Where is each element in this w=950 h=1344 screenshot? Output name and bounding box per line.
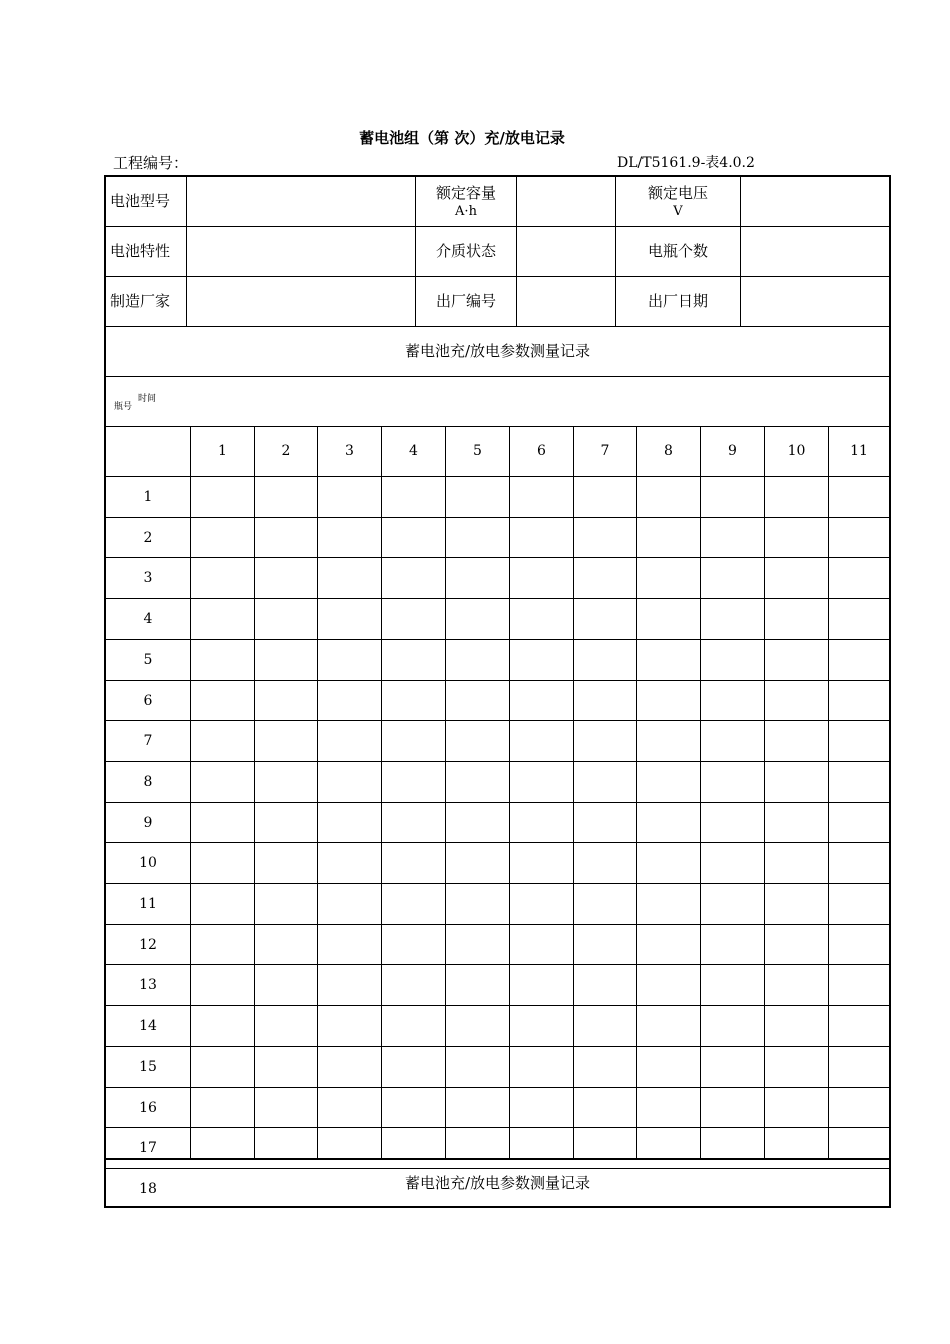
time-column-header: 8 [664, 443, 673, 460]
corner-time-label: 时间 [138, 394, 157, 404]
bottle-row-label: 6 [143, 692, 153, 709]
time-column-header: 1 [218, 443, 227, 460]
measurement-cell[interactable] [637, 1047, 700, 1087]
measurement-cell[interactable] [765, 965, 828, 1005]
measurement-cell[interactable] [446, 925, 509, 965]
measurement-cell[interactable] [637, 803, 700, 843]
measurement-cell[interactable] [255, 518, 317, 558]
measurement-cell[interactable] [765, 558, 828, 598]
measurement-cell[interactable] [765, 518, 828, 558]
measurement-cell[interactable] [446, 884, 509, 924]
measurement-cell[interactable] [191, 884, 254, 924]
measurement-cell[interactable] [255, 558, 317, 598]
measurement-cell[interactable] [765, 803, 828, 843]
measurement-cell[interactable] [701, 518, 764, 558]
measurement-cell[interactable] [637, 965, 700, 1005]
manufacture-date-label: 出厂日期 [647, 292, 708, 311]
measurement-cell[interactable] [637, 558, 700, 598]
measurement-cell[interactable] [701, 721, 764, 761]
time-column-header: 2 [281, 443, 291, 460]
measurement-cell[interactable] [510, 477, 573, 517]
measurement-cell[interactable] [446, 640, 509, 680]
measurement-cell[interactable] [765, 477, 828, 517]
measurement-cell[interactable] [510, 762, 573, 802]
measurement-cell[interactable] [382, 803, 445, 843]
measurement-cell[interactable] [765, 925, 828, 965]
measurement-cell[interactable] [637, 1006, 700, 1046]
measurement-cell[interactable] [318, 599, 381, 639]
measurement-cell[interactable] [382, 477, 445, 517]
measurement-cell[interactable] [637, 1088, 700, 1128]
record-sheet [104, 175, 891, 1208]
measurement-cell[interactable] [829, 925, 889, 965]
measurement-cell[interactable] [829, 640, 889, 680]
measurement-cell[interactable] [829, 1047, 889, 1087]
measurement-cell[interactable] [765, 843, 828, 883]
measurement-cell[interactable] [318, 558, 381, 598]
measurement-cell[interactable] [318, 477, 381, 517]
measurement-cell[interactable] [446, 843, 509, 883]
cell-count-value[interactable] [741, 227, 889, 276]
standard-code: DL/T5161.9-表4.0.2 [617, 155, 755, 171]
serial-number-label: 出厂编号 [435, 292, 496, 311]
measurement-cell[interactable] [446, 477, 509, 517]
bottle-row-label: 9 [143, 814, 153, 831]
measurement-cell[interactable] [446, 518, 509, 558]
project-number-label: 工程编号： [113, 154, 189, 172]
measurement-cell[interactable] [255, 681, 317, 721]
measurement-cell[interactable] [382, 518, 445, 558]
bottle-row-label: 4 [143, 610, 153, 627]
measurement-cell[interactable] [829, 681, 889, 721]
measurement-cell[interactable] [637, 640, 700, 680]
rated-voltage-label [616, 177, 740, 226]
measurement-cell[interactable] [382, 1088, 445, 1128]
measurement-cell[interactable] [510, 1088, 573, 1128]
measurement-cell[interactable] [318, 762, 381, 802]
battery-model-value[interactable] [187, 177, 415, 226]
measurement-cell[interactable] [382, 721, 445, 761]
measurement-cell[interactable] [574, 721, 636, 761]
measurement-cell[interactable] [255, 1047, 317, 1087]
measurement-cell[interactable] [765, 640, 828, 680]
measurement-cell[interactable] [191, 1088, 254, 1128]
medium-state-label: 介质状态 [435, 242, 496, 261]
measurement-cell[interactable] [829, 721, 889, 761]
measurement-cell[interactable] [637, 681, 700, 721]
measurement-cell[interactable] [255, 965, 317, 1005]
time-column-header: 11 [850, 443, 868, 460]
measurement-cell[interactable] [574, 925, 636, 965]
time-column-header: 9 [728, 443, 737, 460]
measurement-cell[interactable] [191, 681, 254, 721]
measurement-cell[interactable] [701, 558, 764, 598]
rated-capacity-unit: A·h [455, 203, 477, 219]
measurement-cell[interactable] [701, 884, 764, 924]
measurement-cell[interactable] [382, 558, 445, 598]
measurement-cell[interactable] [318, 965, 381, 1005]
measurement-cell[interactable] [255, 762, 317, 802]
battery-characteristics-label: 电池特性 [110, 242, 171, 261]
bottle-row-label: 2 [143, 529, 153, 546]
measurement-cell[interactable] [318, 884, 381, 924]
measurement-cell[interactable] [318, 925, 381, 965]
measurement-cell[interactable] [765, 884, 828, 924]
measurement-cell[interactable] [382, 640, 445, 680]
rated-capacity-value[interactable] [517, 177, 615, 226]
measurement-cell[interactable] [191, 477, 254, 517]
measurement-cell[interactable] [446, 681, 509, 721]
measurement-cell[interactable] [637, 477, 700, 517]
measurement-cell[interactable] [637, 518, 700, 558]
measurement-cell[interactable] [255, 1088, 317, 1128]
rated-capacity-label [416, 177, 516, 226]
measurement-cell[interactable] [574, 843, 636, 883]
measurement-cell[interactable] [574, 599, 636, 639]
measurement-cell[interactable] [701, 681, 764, 721]
bottle-row-label: 15 [139, 1058, 157, 1075]
measurement-cell[interactable] [829, 803, 889, 843]
measurement-cell[interactable] [446, 558, 509, 598]
measurement-cell[interactable] [255, 803, 317, 843]
measurement-cell[interactable] [829, 884, 889, 924]
measurement-cell[interactable] [318, 1088, 381, 1128]
corner-bottle-label: 瓶号 [114, 402, 133, 412]
measurement-cell[interactable] [191, 599, 254, 639]
measurement-cell[interactable] [701, 1088, 764, 1128]
measurement-cell[interactable] [574, 1047, 636, 1087]
bottle-row-label: 14 [139, 1017, 157, 1034]
measurement-cell[interactable] [382, 965, 445, 1005]
measurement-cell[interactable] [255, 599, 317, 639]
bottle-row-label: 3 [143, 569, 153, 586]
time-column-header: 7 [600, 443, 610, 460]
measurement-cell[interactable] [574, 884, 636, 924]
measurement-cell[interactable] [701, 477, 764, 517]
measurement-cell[interactable] [510, 558, 573, 598]
measurement-cell[interactable] [574, 518, 636, 558]
measurement-cell[interactable] [255, 884, 317, 924]
time-column-header: 4 [409, 443, 418, 460]
measurement-cell[interactable] [637, 599, 700, 639]
measurement-cell[interactable] [510, 640, 573, 680]
measurement-cell[interactable] [701, 925, 764, 965]
measurement-cell[interactable] [191, 640, 254, 680]
bottle-row-label: 8 [143, 773, 153, 790]
measurement-cell[interactable] [255, 721, 317, 761]
bottle-row-label: 11 [139, 895, 157, 912]
measurement-cell[interactable] [446, 1088, 509, 1128]
measurement-cell[interactable] [510, 884, 573, 924]
bottle-row-label: 5 [143, 651, 153, 668]
measurement-cell[interactable] [318, 843, 381, 883]
measurement-cell[interactable] [510, 965, 573, 1005]
measurement-cell[interactable] [191, 803, 254, 843]
measurement-cell[interactable] [637, 925, 700, 965]
measurement-cell[interactable] [191, 762, 254, 802]
measurement-cell[interactable] [637, 762, 700, 802]
measurement-cell[interactable] [829, 762, 889, 802]
measurement-cell[interactable] [446, 721, 509, 761]
measurement-cell[interactable] [765, 681, 828, 721]
manufacturer-label: 制造厂家 [110, 292, 171, 311]
measurement-cell[interactable] [382, 1006, 445, 1046]
cell-count-label: 电瓶个数 [647, 242, 708, 261]
measurement-cell[interactable] [191, 1047, 254, 1087]
measurement-cell[interactable] [510, 803, 573, 843]
rated-voltage-value[interactable] [741, 177, 889, 226]
measurement-cell[interactable] [446, 803, 509, 843]
manufacture-date-value[interactable] [741, 277, 889, 326]
measurement-cell[interactable] [382, 925, 445, 965]
measurement-cell[interactable] [191, 558, 254, 598]
measurement-cell[interactable] [510, 925, 573, 965]
measurement-cell[interactable] [829, 1088, 889, 1128]
measurement-cell[interactable] [829, 843, 889, 883]
measurement-cell[interactable] [765, 1006, 828, 1046]
measurement-cell[interactable] [382, 884, 445, 924]
manufacturer-value[interactable] [187, 277, 415, 326]
measurement-cell[interactable] [318, 681, 381, 721]
measurement-cell[interactable] [446, 965, 509, 1005]
measurement-cell[interactable] [765, 1047, 828, 1087]
measurement-cell[interactable] [446, 1006, 509, 1046]
measurement-cell[interactable] [191, 1006, 254, 1046]
battery-model-label: 电池型号 [110, 192, 171, 211]
measurement-cell[interactable] [255, 1006, 317, 1046]
measurement-cell[interactable] [191, 518, 254, 558]
bottle-row-label: 1 [143, 488, 153, 505]
bottle-row-label: 12 [139, 936, 157, 953]
measurement-cell[interactable] [446, 762, 509, 802]
measurement-cell[interactable] [510, 599, 573, 639]
measurement-cell[interactable] [191, 721, 254, 761]
measurement-cell[interactable] [510, 843, 573, 883]
time-column-header: 6 [537, 443, 546, 460]
measurement-cell[interactable] [446, 599, 509, 639]
measurement-cell[interactable] [701, 599, 764, 639]
section-title: 蓄电池充/放电参数测量记录 [404, 342, 591, 361]
measurement-cell[interactable] [255, 640, 317, 680]
measurement-cell[interactable] [829, 965, 889, 1005]
measurement-cell[interactable] [829, 477, 889, 517]
rated-voltage-text: 额定电压 [647, 183, 708, 202]
measurement-cell[interactable] [701, 640, 764, 680]
measurement-cell[interactable] [637, 721, 700, 761]
measurement-cell[interactable] [574, 477, 636, 517]
bottle-row-label: 7 [143, 732, 153, 749]
measurement-cell[interactable] [382, 843, 445, 883]
battery-characteristics-value[interactable] [187, 227, 415, 276]
measurement-cell[interactable] [510, 1047, 573, 1087]
measurement-cell[interactable] [510, 681, 573, 721]
measurement-cell[interactable] [765, 1088, 828, 1128]
measurement-cell[interactable] [765, 599, 828, 639]
measurement-cell[interactable] [510, 518, 573, 558]
bottle-row-label: 18 [139, 1180, 157, 1197]
time-column-header: 3 [345, 443, 354, 460]
measurement-cell[interactable] [382, 681, 445, 721]
bottle-row-label: 16 [139, 1099, 157, 1116]
measurement-cell[interactable] [510, 721, 573, 761]
measurement-cell[interactable] [637, 843, 700, 883]
measurement-cell[interactable] [446, 1047, 509, 1087]
measurement-cell[interactable] [382, 1047, 445, 1087]
measurement-cell[interactable] [510, 1006, 573, 1046]
serial-number-value[interactable] [517, 277, 615, 326]
measurement-cell[interactable] [574, 762, 636, 802]
measurement-cell[interactable] [318, 803, 381, 843]
measurement-cell[interactable] [574, 640, 636, 680]
measurement-cell[interactable] [637, 884, 700, 924]
measurement-cell[interactable] [701, 965, 764, 1005]
measurement-cell[interactable] [701, 1047, 764, 1087]
measurement-cell[interactable] [318, 721, 381, 761]
measurement-cell[interactable] [255, 843, 317, 883]
rated-voltage-unit: V [673, 203, 683, 219]
measurement-cell[interactable] [191, 925, 254, 965]
measurement-cell[interactable] [765, 721, 828, 761]
measurement-cell[interactable] [701, 762, 764, 802]
measurement-cell[interactable] [255, 925, 317, 965]
footer-title: 蓄电池充/放电参数测量记录 [404, 1173, 591, 1192]
measurement-cell[interactable] [701, 803, 764, 843]
time-column-header: 5 [473, 443, 482, 460]
measurement-cell[interactable] [765, 762, 828, 802]
measurement-cell[interactable] [701, 1006, 764, 1046]
bottle-row-label: 10 [139, 854, 157, 871]
measurement-cell[interactable] [382, 599, 445, 639]
page-title: 蓄电池组（第 次）充/放电记录 [359, 129, 565, 147]
measurement-cell[interactable] [574, 803, 636, 843]
time-column-header: 10 [787, 443, 806, 460]
bottle-row-label: 17 [139, 1139, 157, 1156]
medium-state-value[interactable] [517, 227, 615, 276]
measurement-cell[interactable] [829, 558, 889, 598]
measurement-cell[interactable] [191, 843, 254, 883]
measurement-cell[interactable] [574, 681, 636, 721]
measurement-cell[interactable] [318, 640, 381, 680]
measurement-cell[interactable] [318, 1047, 381, 1087]
measurement-cell[interactable] [255, 477, 317, 517]
measurement-cell[interactable] [574, 965, 636, 1005]
bottle-row-label: 13 [139, 976, 157, 993]
measurement-cell[interactable] [574, 1088, 636, 1128]
measurement-cell[interactable] [829, 518, 889, 558]
measurement-cell[interactable] [318, 1006, 381, 1046]
measurement-cell[interactable] [191, 965, 254, 1005]
measurement-cell[interactable] [574, 558, 636, 598]
measurement-cell[interactable] [574, 1006, 636, 1046]
measurement-cell[interactable] [318, 518, 381, 558]
measurement-cell[interactable] [829, 1006, 889, 1046]
measurement-cell[interactable] [829, 599, 889, 639]
measurement-cell[interactable] [701, 843, 764, 883]
rated-capacity-text: 额定容量 [435, 183, 496, 202]
measurement-cell[interactable] [382, 762, 445, 802]
